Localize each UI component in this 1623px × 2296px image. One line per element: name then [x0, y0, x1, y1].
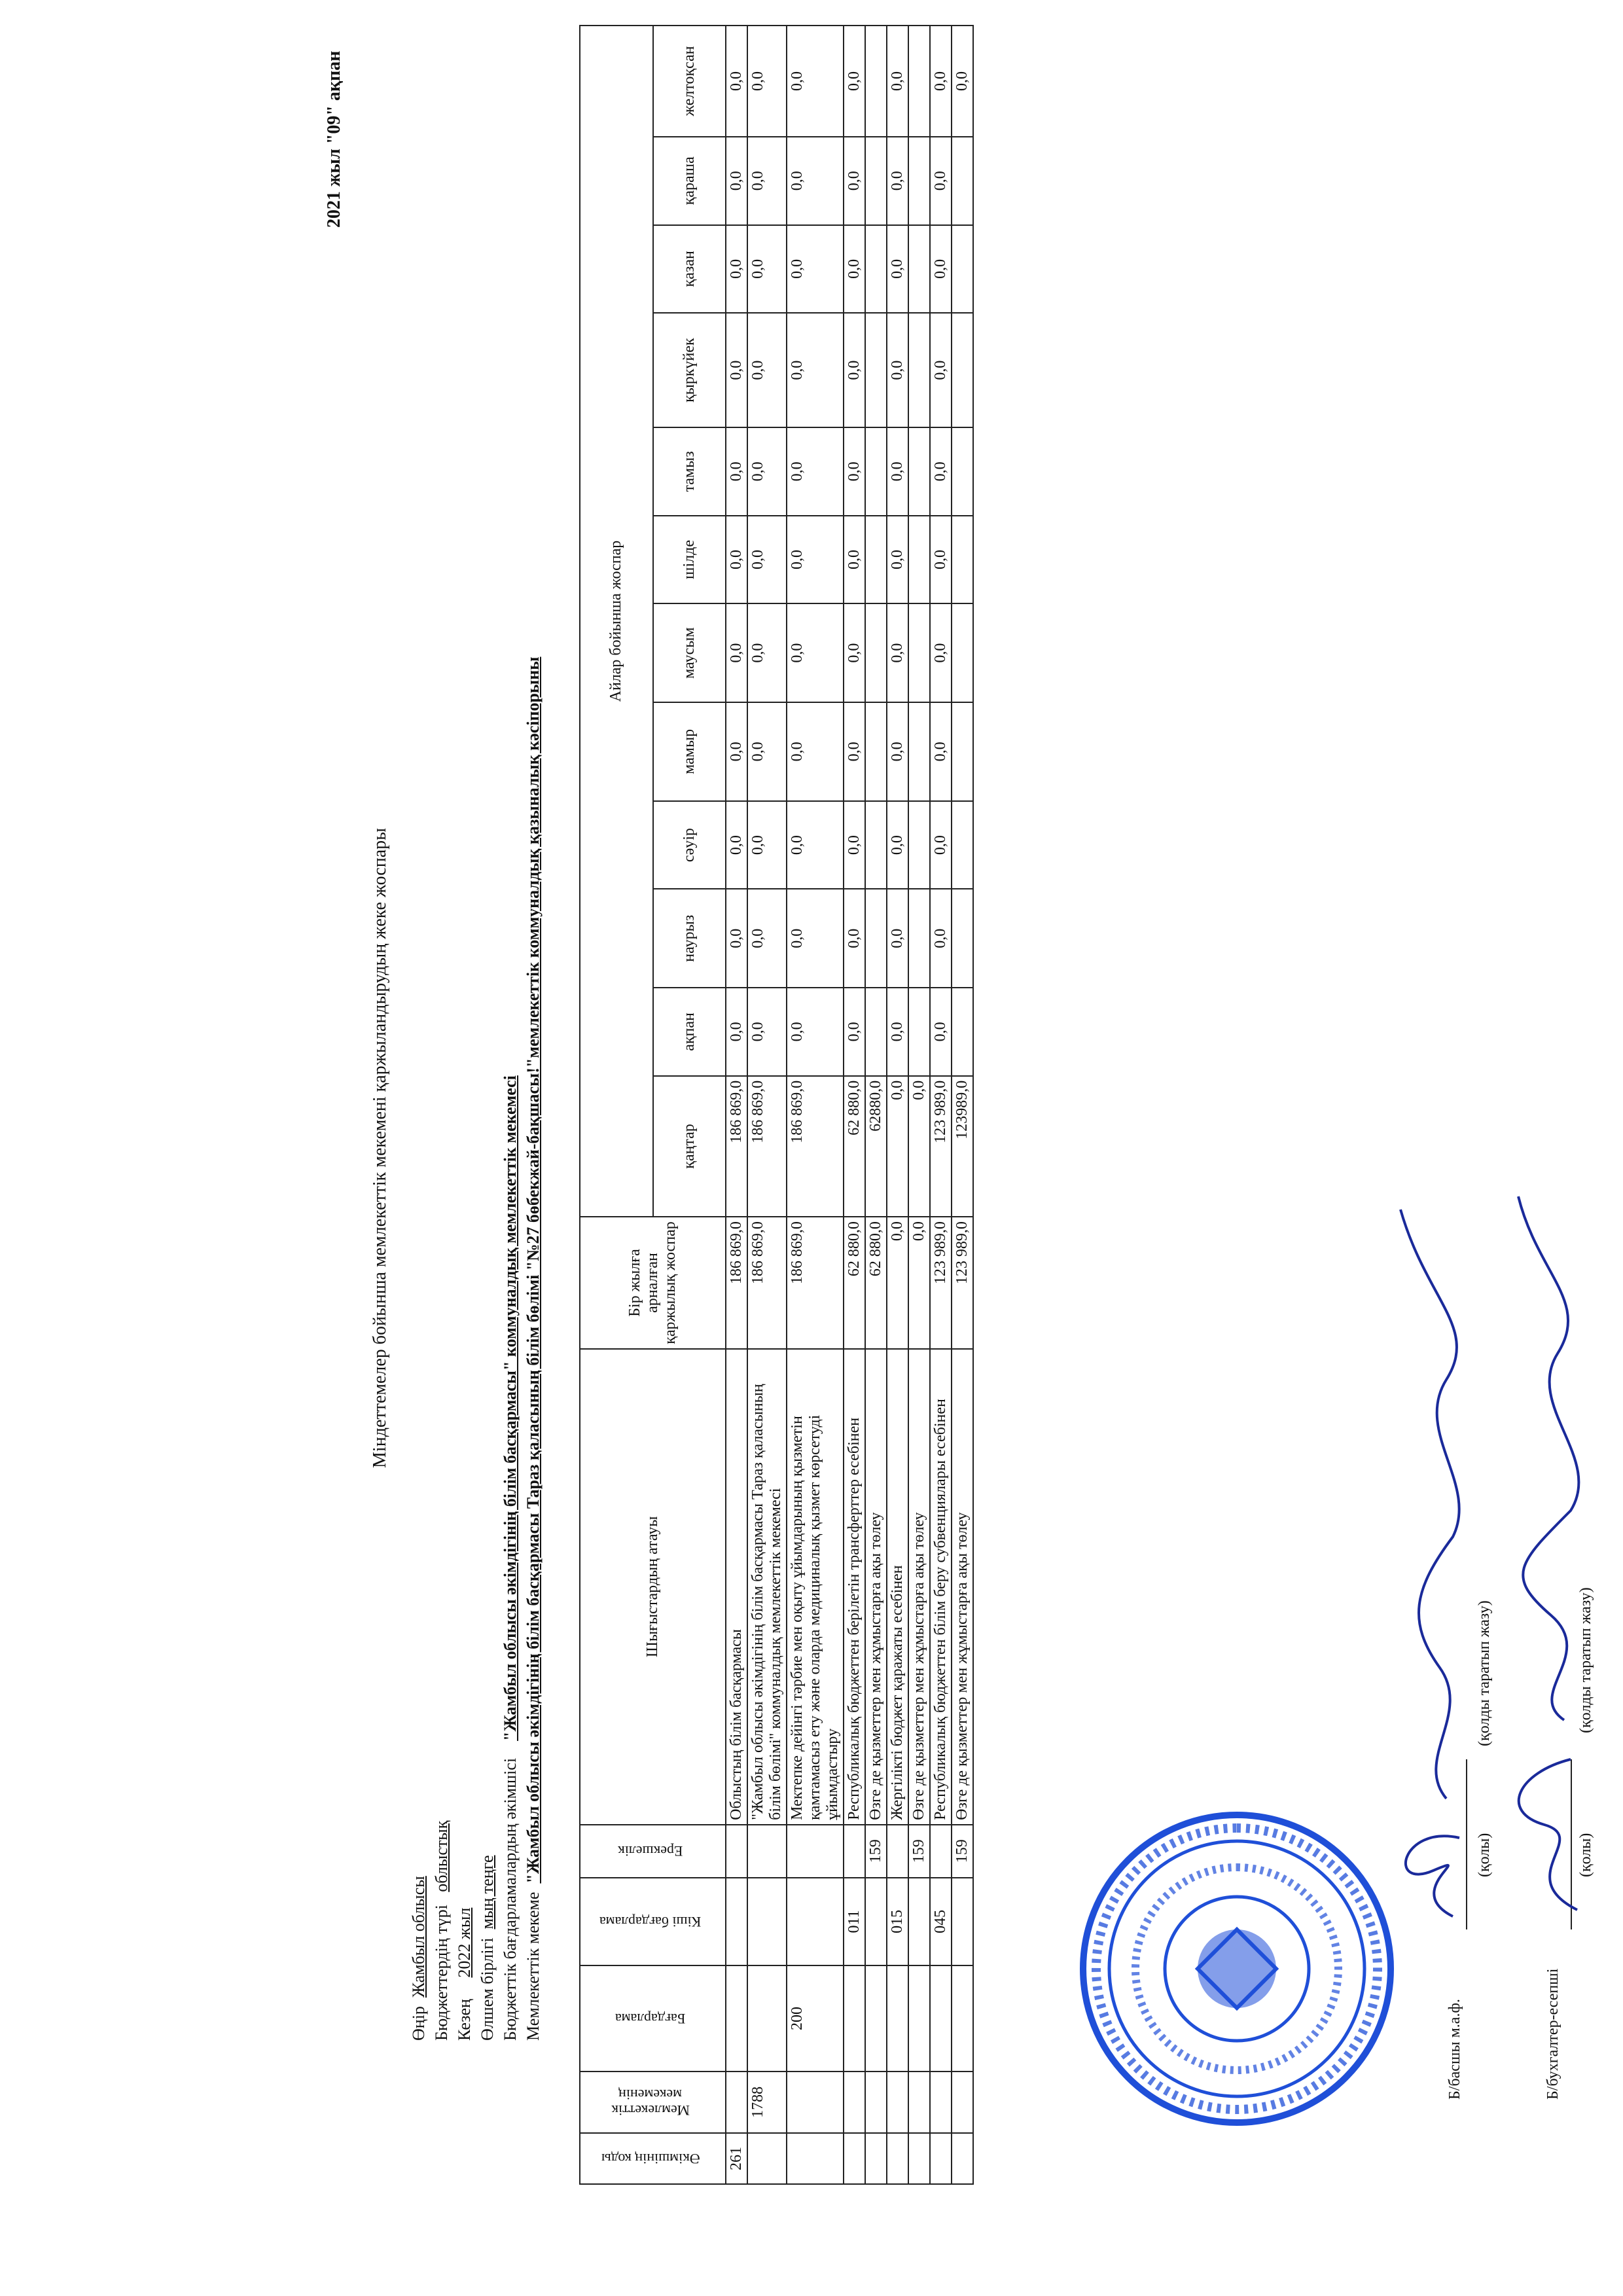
month-value-cell: 186 869,0 — [747, 1076, 787, 1217]
month-value-cell: 0,0 — [908, 1076, 930, 1217]
specifics-code-cell: 159 — [865, 1825, 887, 1878]
subprogram-code-cell — [726, 1878, 747, 1966]
institution-code-cell — [844, 2072, 865, 2133]
program-code-cell — [726, 1965, 747, 2072]
accountant-name-caption: (қолды таратып жазу) — [1577, 1587, 1594, 1733]
month-value-cell: 0,0 — [887, 889, 908, 988]
month-value-cell: 0,0 — [747, 427, 787, 516]
admin-code-cell — [952, 2133, 973, 2184]
subprogram-code-cell: 011 — [844, 1878, 865, 1966]
month-value-cell — [908, 427, 930, 516]
month-value-cell: 0,0 — [887, 1076, 908, 1217]
head-label: Б/басшы м.а.ф. — [1446, 1999, 1463, 2100]
month-value-cell: 0,0 — [726, 516, 747, 604]
month-value-cell — [865, 137, 887, 225]
admin-line: Бюджеттік бағдарламалардың әкімшісі "Жамбыл облысы әкімдігінің білім басқармасы" коммуналдық мемлекеттік мекемесі — [501, 1075, 520, 2041]
month-value-cell — [952, 889, 973, 988]
month-value-cell: 0,0 — [787, 225, 844, 314]
institution-code-cell — [887, 2072, 908, 2133]
month-value-cell: 0,0 — [844, 889, 865, 988]
admin-code-cell — [787, 2133, 844, 2184]
month-value-cell: 0,0 — [952, 26, 973, 137]
month-value-cell: 0,0 — [747, 702, 787, 801]
expense-name-cell: Мектепке дейінгі тәрбие мен оқыту ұйымдарының қызметін қамтамасыз ету және оларда медициналық қызмет көрсетуді ұйымдастыру — [787, 1349, 844, 1825]
month-value-cell — [908, 801, 930, 889]
institution-code-cell — [726, 2072, 747, 2133]
table-row — [787, 26, 844, 2184]
col-program: Бағдарлама — [580, 1965, 726, 2072]
month-header: желтоқсан — [653, 26, 726, 137]
specifics-code-cell: 159 — [952, 1825, 973, 1878]
institution-code-cell — [930, 2072, 952, 2133]
table-row — [952, 26, 973, 2184]
expense-name-cell: "Жамбыл облысы әкімдігінің білім басқармасы Тараз қаласының білім бөлімі" коммуналдық мемлекеттік мекемесі — [747, 1349, 787, 1825]
month-header: тамыз — [653, 427, 726, 516]
month-value-cell — [952, 603, 973, 702]
program-code-cell — [747, 1965, 787, 2072]
month-value-cell: 0,0 — [787, 889, 844, 988]
annual-plan-cell: 186 869,0 — [787, 1217, 844, 1349]
month-value-cell: 0,0 — [887, 516, 908, 604]
admin-code-cell — [747, 2133, 787, 2184]
expense-name-cell: Өзге де қызметтер мен жұмыстарға ақы төлеу — [952, 1349, 973, 1825]
month-value-cell: 0,0 — [787, 427, 844, 516]
month-value-cell: 0,0 — [930, 137, 952, 225]
month-value-cell: 0,0 — [844, 137, 865, 225]
specifics-code-cell — [930, 1825, 952, 1878]
month-value-cell: 0,0 — [887, 225, 908, 314]
month-value-cell — [908, 26, 930, 137]
month-value-cell: 0,0 — [930, 427, 952, 516]
document-title: Міндеттемелер бойынша мемлекеттік мекемені қаржыландырудың жеке жоспары — [370, 828, 390, 1468]
month-value-cell: 0,0 — [787, 26, 844, 137]
month-value-cell — [865, 516, 887, 604]
month-value-cell: 0,0 — [930, 988, 952, 1076]
table-row — [865, 26, 887, 2184]
budget-type-value: облыстық — [432, 1820, 451, 1892]
period-value: 2022 жыл — [455, 1907, 474, 1978]
month-value-cell — [865, 603, 887, 702]
month-value-cell: 0,0 — [844, 516, 865, 604]
month-value-cell: 62880,0 — [865, 1076, 887, 1217]
institution-code-cell — [952, 2072, 973, 2133]
subprogram-code-cell — [865, 1878, 887, 1966]
subprogram-code-cell — [747, 1878, 787, 1966]
month-value-cell — [908, 702, 930, 801]
month-value-cell — [952, 702, 973, 801]
table-row — [747, 26, 787, 2184]
month-value-cell: 0,0 — [787, 702, 844, 801]
col-institution: Мемлекеттік мекеменің — [580, 2072, 726, 2133]
institution-code-cell — [908, 2072, 930, 2133]
admin-code-cell: 261 — [726, 2133, 747, 2184]
subprogram-code-cell: 045 — [930, 1878, 952, 1966]
expense-name-cell: Өзге де қызметтер мен жұмыстарға ақы төлеу — [865, 1349, 887, 1825]
admin-code-cell — [908, 2133, 930, 2184]
col-specifics: Ерекшелік — [580, 1825, 726, 1878]
month-value-cell: 0,0 — [930, 516, 952, 604]
unit-value: мың теңге — [478, 1855, 497, 1929]
program-code-cell: 200 — [787, 1965, 844, 2072]
month-value-cell — [952, 516, 973, 604]
month-value-cell: 0,0 — [726, 427, 747, 516]
month-value-cell: 0,0 — [726, 225, 747, 314]
annual-plan-cell: 123 989,0 — [930, 1217, 952, 1349]
month-value-cell: 0,0 — [844, 26, 865, 137]
month-value-cell — [865, 988, 887, 1076]
admin-code-cell — [887, 2133, 908, 2184]
month-value-cell: 0,0 — [747, 313, 787, 427]
month-value-cell — [952, 988, 973, 1076]
period-line: Кезең 2022 жыл — [455, 1907, 474, 2041]
month-header: қараша — [653, 137, 726, 225]
month-value-cell: 0,0 — [844, 988, 865, 1076]
region-value: Жамбыл облысы — [409, 1876, 428, 1998]
program-code-cell — [887, 1965, 908, 2072]
institution-code-cell: 1788 — [747, 2072, 787, 2133]
month-value-cell — [865, 702, 887, 801]
month-value-cell: 0,0 — [887, 988, 908, 1076]
month-value-cell: 0,0 — [887, 801, 908, 889]
month-header: қазан — [653, 225, 726, 314]
table-row — [908, 26, 930, 2184]
annual-plan-cell: 123 989,0 — [952, 1217, 973, 1349]
month-value-cell — [952, 313, 973, 427]
col-annual: Бір жылға арналған қаржылық жоспар — [580, 1217, 726, 1349]
month-header: маусым — [653, 603, 726, 702]
month-value-cell: 0,0 — [747, 225, 787, 314]
specifics-code-cell — [844, 1825, 865, 1878]
financing-plan-table — [579, 25, 974, 2185]
admin-code-cell — [930, 2133, 952, 2184]
month-value-cell: 0,0 — [787, 313, 844, 427]
month-value-cell: 0,0 — [787, 603, 844, 702]
month-header: шілде — [653, 516, 726, 604]
month-value-cell — [952, 801, 973, 889]
month-value-cell: 186 869,0 — [787, 1076, 844, 1217]
expense-name-cell: Республикалық бюджеттен білім беру субвенциялары есебінен — [930, 1349, 952, 1825]
month-value-cell: 0,0 — [787, 137, 844, 225]
admin-code-cell — [844, 2133, 865, 2184]
month-value-cell — [908, 313, 930, 427]
specifics-code-cell — [747, 1825, 787, 1878]
month-value-cell: 0,0 — [726, 313, 747, 427]
month-value-cell: 0,0 — [726, 137, 747, 225]
month-value-cell: 0,0 — [726, 603, 747, 702]
subprogram-code-cell — [787, 1878, 844, 1966]
month-value-cell — [865, 427, 887, 516]
month-value-cell — [952, 225, 973, 314]
month-value-cell: 0,0 — [747, 603, 787, 702]
month-value-cell: 0,0 — [930, 702, 952, 801]
table-row — [726, 26, 747, 2184]
month-value-cell: 0,0 — [930, 603, 952, 702]
month-value-cell — [908, 988, 930, 1076]
budget-type-line: Бюджеттердің түрі облыстық — [432, 1820, 451, 2041]
specifics-code-cell — [887, 1825, 908, 1878]
month-value-cell: 0,0 — [787, 988, 844, 1076]
month-value-cell: 0,0 — [844, 603, 865, 702]
month-value-cell: 0,0 — [930, 225, 952, 314]
annual-plan-cell: 62 880,0 — [844, 1217, 865, 1349]
program-code-cell — [844, 1965, 865, 2072]
month-value-cell: 0,0 — [747, 889, 787, 988]
month-value-cell: 0,0 — [887, 313, 908, 427]
annual-plan-cell: 62 880,0 — [865, 1217, 887, 1349]
month-value-cell: 0,0 — [887, 26, 908, 137]
annual-plan-cell: 186 869,0 — [747, 1217, 787, 1349]
month-value-cell: 0,0 — [726, 702, 747, 801]
month-value-cell: 0,0 — [844, 801, 865, 889]
month-value-cell: 0,0 — [930, 889, 952, 988]
program-code-cell — [908, 1965, 930, 2072]
subprogram-code-cell — [952, 1878, 973, 1966]
month-value-cell: 0,0 — [747, 801, 787, 889]
admin-value: "Жамбыл облысы әкімдігінің білім басқармасы" коммуналдық мемлекеттік мекемесі — [501, 1075, 520, 1741]
col-subprogram: Кіші бағдарлама — [580, 1878, 726, 1966]
month-value-cell: 0,0 — [747, 26, 787, 137]
month-value-cell — [865, 313, 887, 427]
month-value-cell — [865, 26, 887, 137]
month-value-cell — [908, 889, 930, 988]
annual-plan-cell: 186 869,0 — [726, 1217, 747, 1349]
institution-line: Мемлекеттік мекеме "Жамбыл облысы әкімдігінің білім басқармасы Тараз қаласының білім бөлімі "№27 бөбекжай-бақшасы!"мемлекеттік коммуналдық қазыналық кәсіпорыны — [524, 656, 543, 2041]
month-header: ақпан — [653, 988, 726, 1076]
month-value-cell — [952, 137, 973, 225]
month-value-cell: 0,0 — [887, 137, 908, 225]
month-value-cell: 123 989,0 — [930, 1076, 952, 1217]
month-value-cell: 0,0 — [844, 313, 865, 427]
col-name: Шығыстардың атауы — [580, 1349, 726, 1825]
month-value-cell: 0,0 — [787, 801, 844, 889]
month-value-cell: 62 880,0 — [844, 1076, 865, 1217]
official-stamp-icon — [1073, 1805, 1400, 2132]
month-value-cell: 0,0 — [887, 427, 908, 516]
table-row — [844, 26, 865, 2184]
month-value-cell — [908, 225, 930, 314]
institution-value: "Жамбыл облысы әкімдігінің білім басқармасы Тараз қаласының білім бөлімі "№27 бөбекжай-бақшасы!"мемлекеттік коммуналдық қазыналық кәсіпорыны — [524, 656, 543, 1884]
month-value-cell: 0,0 — [747, 988, 787, 1076]
month-value-cell: 0,0 — [930, 801, 952, 889]
unit-line: Өлшем бірлігі мың теңге — [478, 1855, 497, 2041]
specifics-code-cell — [726, 1825, 747, 1878]
program-code-cell — [952, 1965, 973, 2072]
subprogram-code-cell — [908, 1878, 930, 1966]
accountant-signature-icon — [1492, 1144, 1623, 1929]
month-value-cell: 0,0 — [747, 516, 787, 604]
months-group-header: Айлар бойынша жоспар — [580, 26, 653, 1217]
month-value-cell: 0,0 — [930, 313, 952, 427]
month-value-cell: 0,0 — [787, 516, 844, 604]
institution-code-cell — [787, 2072, 844, 2133]
month-value-cell — [865, 225, 887, 314]
month-header: мамыр — [653, 702, 726, 801]
month-value-cell: 0,0 — [726, 889, 747, 988]
region-line: Өңір Жамбыл облысы — [409, 1876, 428, 2041]
specifics-code-cell — [787, 1825, 844, 1878]
program-code-cell — [930, 1965, 952, 2072]
expense-name-cell: Облыстың білім басқармасы — [726, 1349, 747, 1825]
month-value-cell — [908, 603, 930, 702]
date-line: 2021 жыл "09" ақпан — [324, 50, 344, 228]
month-value-cell — [908, 137, 930, 225]
head-name-caption: (қолды таратып жазу) — [1476, 1600, 1493, 1746]
annual-plan-cell: 0,0 — [908, 1217, 930, 1349]
table-row — [887, 26, 908, 2184]
accountant-label: Б/бухгалтер-есепші — [1544, 1968, 1561, 2100]
month-value-cell: 123989,0 — [952, 1076, 973, 1217]
subprogram-code-cell: 015 — [887, 1878, 908, 1966]
specifics-code-cell: 159 — [908, 1825, 930, 1878]
month-header: қаңтар — [653, 1076, 726, 1217]
program-code-cell — [865, 1965, 887, 2072]
month-header: сәуір — [653, 801, 726, 889]
admin-code-cell — [865, 2133, 887, 2184]
accountant-caption: (қолы) — [1577, 1833, 1594, 1877]
col-admin: Әкімшінің коды — [580, 2133, 726, 2184]
month-value-cell: 0,0 — [726, 801, 747, 889]
institution-code-cell — [865, 2072, 887, 2133]
expense-name-cell: Жергілікті бюджет қаражаты есебінен — [887, 1349, 908, 1825]
month-value-cell — [865, 801, 887, 889]
month-value-cell: 0,0 — [844, 225, 865, 314]
month-value-cell: 0,0 — [930, 26, 952, 137]
month-value-cell: 0,0 — [747, 137, 787, 225]
month-value-cell — [865, 889, 887, 988]
month-header: наурыз — [653, 889, 726, 988]
month-value-cell: 0,0 — [844, 427, 865, 516]
month-value-cell: 186 869,0 — [726, 1076, 747, 1217]
month-value-cell: 0,0 — [726, 26, 747, 137]
expense-name-cell: Республикалық бюджеттен берілетін трансферттер есебінен — [844, 1349, 865, 1825]
head-caption: (қолы) — [1476, 1833, 1493, 1877]
month-value-cell: 0,0 — [887, 603, 908, 702]
month-value-cell: 0,0 — [844, 702, 865, 801]
expense-name-cell: Өзге де қызметтер мен жұмыстарға ақы төлеу — [908, 1349, 930, 1825]
table-row — [930, 26, 952, 2184]
month-value-cell: 0,0 — [887, 702, 908, 801]
annual-plan-cell: 0,0 — [887, 1217, 908, 1349]
month-value-cell: 0,0 — [726, 988, 747, 1076]
month-header: қыркүйек — [653, 313, 726, 427]
month-value-cell — [908, 516, 930, 604]
month-value-cell — [952, 427, 973, 516]
